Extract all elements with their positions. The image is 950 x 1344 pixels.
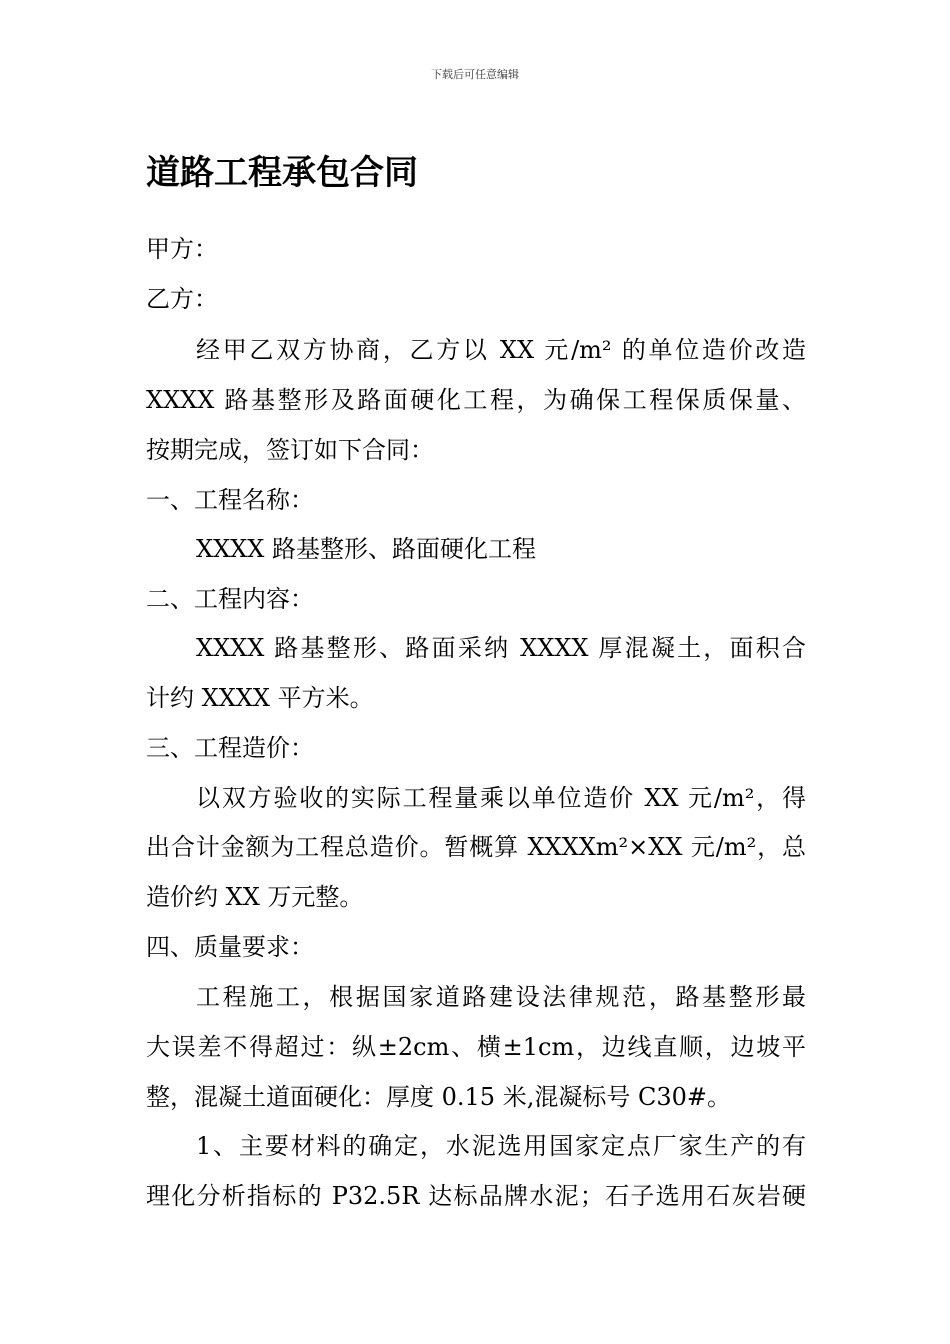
paragraph-line: 大误差不得超过：纵±2cm、横±1cm，边线直顺，边坡平 bbox=[146, 1033, 806, 1061]
paragraph-line: 工程施工，根据国家道路建设法律规范，路基整形最 bbox=[196, 983, 806, 1011]
section-heading: 三、工程造价： bbox=[146, 734, 314, 762]
party-b-line: 乙方： bbox=[146, 285, 218, 313]
page-title: 道路工程承包合同 bbox=[146, 153, 418, 193]
paragraph-line: 经甲乙双方协商，乙方以 XX 元/m² 的单位造价改造 bbox=[196, 336, 806, 364]
paragraph-line: 以双方验收的实际工程量乘以单位造价 XX 元/m²，得 bbox=[196, 784, 806, 812]
paragraph-line: XXXX 路基整形、路面硬化工程 bbox=[196, 535, 536, 563]
header-note: 下载后可任意编辑 bbox=[431, 68, 519, 81]
paragraph-line: 理化分析指标的 P32.5R 达标品牌水泥；石子选用石灰岩硬 bbox=[146, 1182, 806, 1210]
section-heading: 一、工程名称： bbox=[146, 486, 314, 514]
paragraph-line: 造价约 XX 万元整。 bbox=[146, 883, 364, 911]
party-a-line: 甲方： bbox=[146, 235, 218, 263]
paragraph-line: 按期完成，签订如下合同： bbox=[146, 436, 434, 464]
paragraph-line: 计约 XXXX 平方米。 bbox=[146, 684, 374, 712]
section-heading: 二、工程内容： bbox=[146, 585, 314, 613]
paragraph-line: XXXX 路基整形及路面硬化工程，为确保工程保质保量、 bbox=[146, 386, 806, 414]
paragraph-line: 出合计金额为工程总造价。暂概算 XXXXm²×XX 元/m²，总 bbox=[146, 833, 806, 861]
paragraph-line: XXXX 路基整形、路面采纳 XXXX 厚混凝土，面积合 bbox=[196, 634, 806, 662]
paragraph-line: 1、主要材料的确定，水泥选用国家定点厂家生产的有 bbox=[196, 1132, 806, 1160]
paragraph-line: 整，混凝土道面硬化：厚度 0.15 米,混凝标号 C30#。 bbox=[146, 1083, 731, 1111]
section-heading: 四、质量要求： bbox=[146, 933, 314, 961]
